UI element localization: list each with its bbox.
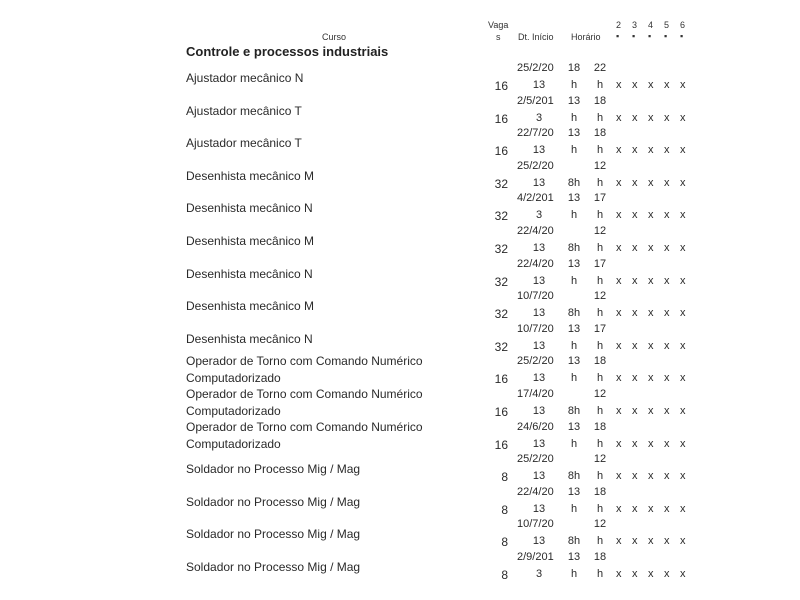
end-hour-unit: h bbox=[596, 372, 604, 384]
end-hour: 18 bbox=[593, 95, 607, 107]
end-hour-unit: h bbox=[596, 438, 604, 450]
vagas-value: 16 bbox=[494, 112, 508, 126]
day-mark: x bbox=[664, 503, 670, 515]
end-hour-unit: h bbox=[596, 275, 604, 287]
start-hour-unit: 8h bbox=[567, 405, 581, 417]
vagas-value: 32 bbox=[494, 307, 508, 321]
day-mark: x bbox=[632, 535, 638, 547]
day-mark: x bbox=[648, 568, 654, 580]
day-mark: x bbox=[680, 307, 686, 319]
day-mark: x bbox=[616, 568, 622, 580]
col-header-day-5: 5 bbox=[664, 20, 670, 30]
day-mark: x bbox=[648, 242, 654, 254]
start-hour: 13 bbox=[567, 127, 581, 139]
end-hour: 12 bbox=[593, 225, 607, 237]
vagas-value: 16 bbox=[494, 372, 508, 386]
start-hour: 13 bbox=[567, 258, 581, 270]
day-mark: x bbox=[648, 470, 654, 482]
course-name: Soldador no Processo Mig / Mag bbox=[186, 462, 361, 476]
day-dot-icon: ▪ bbox=[680, 31, 684, 41]
start-hour-unit: h bbox=[570, 340, 578, 352]
end-hour-unit: h bbox=[596, 568, 604, 580]
start-hour-unit: h bbox=[570, 503, 578, 515]
start-hour-unit: h bbox=[570, 438, 578, 450]
end-hour: 18 bbox=[593, 355, 607, 367]
day-mark: x bbox=[680, 177, 686, 189]
day-mark: x bbox=[648, 438, 654, 450]
day-mark: x bbox=[632, 372, 638, 384]
start-hour-unit: h bbox=[570, 372, 578, 384]
start-hour-unit: h bbox=[570, 79, 578, 91]
end-hour: 22 bbox=[593, 62, 607, 74]
course-name: Operador de Torno com Comando Numérico bbox=[186, 354, 423, 368]
day-mark: x bbox=[632, 307, 638, 319]
start-hour-unit: h bbox=[570, 568, 578, 580]
start-date-line2: 3 bbox=[535, 568, 543, 580]
course-name: Desenhista mecânico N bbox=[186, 201, 313, 215]
start-date-line1: 25/2/20 bbox=[517, 453, 554, 465]
course-name-line2: Computadorizado bbox=[186, 404, 281, 418]
start-hour-unit: 8h bbox=[567, 307, 581, 319]
day-mark: x bbox=[632, 275, 638, 287]
course-name: Soldador no Processo Mig / Mag bbox=[186, 495, 361, 509]
end-hour-unit: h bbox=[596, 470, 604, 482]
day-mark: x bbox=[680, 79, 686, 91]
end-hour: 12 bbox=[593, 160, 607, 172]
start-date-line2: 13 bbox=[532, 438, 546, 450]
end-hour-unit: h bbox=[596, 209, 604, 221]
day-mark: x bbox=[680, 438, 686, 450]
vagas-value: 32 bbox=[494, 275, 508, 289]
start-date-line1: 17/4/20 bbox=[517, 388, 554, 400]
day-mark: x bbox=[680, 503, 686, 515]
day-mark: x bbox=[616, 340, 622, 352]
start-date-line1: 22/4/20 bbox=[517, 225, 554, 237]
day-mark: x bbox=[616, 307, 622, 319]
day-mark: x bbox=[648, 503, 654, 515]
day-dot-icon: ▪ bbox=[616, 31, 620, 41]
course-name-line2: Computadorizado bbox=[186, 371, 281, 385]
vagas-value: 8 bbox=[501, 535, 508, 549]
start-date-line2: 13 bbox=[532, 503, 546, 515]
course-name: Operador de Torno com Comando Numérico bbox=[186, 387, 423, 401]
start-date-line1: 10/7/20 bbox=[517, 518, 554, 530]
start-hour-unit: 8h bbox=[567, 470, 581, 482]
course-name: Ajustador mecânico T bbox=[186, 136, 302, 150]
end-hour: 18 bbox=[593, 421, 607, 433]
day-mark: x bbox=[632, 405, 638, 417]
day-dot-icon: ▪ bbox=[664, 31, 668, 41]
day-mark: x bbox=[680, 405, 686, 417]
start-date-line1: 25/2/20 bbox=[517, 160, 554, 172]
day-mark: x bbox=[664, 242, 670, 254]
start-date-line1: 25/2/20 bbox=[517, 355, 554, 367]
end-hour: 17 bbox=[593, 192, 607, 204]
day-mark: x bbox=[680, 568, 686, 580]
start-date-line2: 3 bbox=[535, 209, 543, 221]
start-date-line2: 13 bbox=[532, 405, 546, 417]
day-mark: x bbox=[664, 275, 670, 287]
end-hour-unit: h bbox=[596, 177, 604, 189]
day-mark: x bbox=[632, 209, 638, 221]
course-name: Desenhista mecânico M bbox=[186, 169, 315, 183]
start-date-line1: 22/7/20 bbox=[517, 127, 554, 139]
start-hour: 13 bbox=[567, 95, 581, 107]
day-mark: x bbox=[648, 112, 654, 124]
start-hour: 13 bbox=[567, 486, 581, 498]
day-mark: x bbox=[616, 275, 622, 287]
vagas-value: 16 bbox=[494, 405, 508, 419]
course-name: Ajustador mecânico T bbox=[186, 104, 302, 118]
end-hour-unit: h bbox=[596, 307, 604, 319]
end-hour-unit: h bbox=[596, 112, 604, 124]
end-hour: 18 bbox=[593, 551, 607, 563]
end-hour-unit: h bbox=[596, 535, 604, 547]
day-mark: x bbox=[680, 112, 686, 124]
col-header-horario: Horário bbox=[571, 32, 601, 42]
col-header-day-2: 2 bbox=[616, 20, 622, 30]
day-mark: x bbox=[680, 535, 686, 547]
col-header-day-4: 4 bbox=[648, 20, 654, 30]
day-dot-icon: ▪ bbox=[632, 31, 636, 41]
end-hour: 12 bbox=[593, 453, 607, 465]
day-mark: x bbox=[664, 535, 670, 547]
start-hour-unit: 8h bbox=[567, 535, 581, 547]
day-mark: x bbox=[664, 209, 670, 221]
start-date-line2: 13 bbox=[532, 275, 546, 287]
start-hour-unit: 8h bbox=[567, 177, 581, 189]
day-mark: x bbox=[664, 307, 670, 319]
start-date-line1: 2/9/201 bbox=[517, 551, 554, 563]
day-mark: x bbox=[616, 438, 622, 450]
day-mark: x bbox=[648, 405, 654, 417]
vagas-value: 8 bbox=[501, 568, 508, 582]
day-mark: x bbox=[648, 209, 654, 221]
end-hour-unit: h bbox=[596, 340, 604, 352]
end-hour-unit: h bbox=[596, 79, 604, 91]
start-date-line1: 10/7/20 bbox=[517, 323, 554, 335]
start-hour: 13 bbox=[567, 421, 581, 433]
end-hour-unit: h bbox=[596, 242, 604, 254]
day-mark: x bbox=[680, 144, 686, 156]
start-hour-unit: h bbox=[570, 112, 578, 124]
day-mark: x bbox=[648, 177, 654, 189]
day-mark: x bbox=[664, 112, 670, 124]
day-mark: x bbox=[648, 535, 654, 547]
day-mark: x bbox=[648, 372, 654, 384]
course-name: Soldador no Processo Mig / Mag bbox=[186, 560, 361, 574]
day-mark: x bbox=[648, 340, 654, 352]
start-date-line1: 22/4/20 bbox=[517, 258, 554, 270]
start-date-line2: 13 bbox=[532, 144, 546, 156]
day-mark: x bbox=[632, 568, 638, 580]
day-mark: x bbox=[664, 144, 670, 156]
course-name: Desenhista mecânico M bbox=[186, 234, 315, 248]
day-mark: x bbox=[632, 438, 638, 450]
col-header-day-3: 3 bbox=[632, 20, 638, 30]
day-mark: x bbox=[632, 79, 638, 91]
vagas-value: 16 bbox=[494, 438, 508, 452]
start-date-line2: 3 bbox=[535, 112, 543, 124]
start-date-line1: 10/7/20 bbox=[517, 290, 554, 302]
vagas-value: 8 bbox=[501, 503, 508, 517]
vagas-value: 16 bbox=[494, 79, 508, 93]
start-date-line2: 13 bbox=[532, 340, 546, 352]
course-name: Ajustador mecânico N bbox=[186, 71, 304, 85]
end-hour: 18 bbox=[593, 486, 607, 498]
col-header-day-6: 6 bbox=[680, 20, 686, 30]
start-date-line1: 4/2/201 bbox=[517, 192, 554, 204]
end-hour-unit: h bbox=[596, 405, 604, 417]
end-hour: 18 bbox=[593, 127, 607, 139]
vagas-value: 8 bbox=[501, 470, 508, 484]
vagas-value: 32 bbox=[494, 209, 508, 223]
start-hour: 13 bbox=[567, 323, 581, 335]
day-mark: x bbox=[664, 177, 670, 189]
day-mark: x bbox=[680, 242, 686, 254]
day-mark: x bbox=[680, 470, 686, 482]
course-name: Soldador no Processo Mig / Mag bbox=[186, 527, 361, 541]
day-mark: x bbox=[616, 112, 622, 124]
end-hour: 17 bbox=[593, 258, 607, 270]
course-name: Desenhista mecânico M bbox=[186, 299, 315, 313]
vagas-value: 16 bbox=[494, 144, 508, 158]
day-dot-icon: ▪ bbox=[648, 31, 652, 41]
course-name: Desenhista mecânico N bbox=[186, 332, 313, 346]
start-date-line1: 2/5/201 bbox=[517, 95, 554, 107]
day-mark: x bbox=[616, 242, 622, 254]
day-mark: x bbox=[648, 144, 654, 156]
day-mark: x bbox=[664, 405, 670, 417]
vagas-value: 32 bbox=[494, 340, 508, 354]
day-mark: x bbox=[616, 144, 622, 156]
vagas-value: 32 bbox=[494, 177, 508, 191]
day-mark: x bbox=[680, 209, 686, 221]
col-header-curso: Curso bbox=[322, 32, 347, 42]
col-header-vagas-line1: Vaga bbox=[488, 20, 509, 30]
start-date-line1: 25/2/20 bbox=[517, 62, 554, 74]
day-mark: x bbox=[616, 372, 622, 384]
start-hour: 18 bbox=[567, 62, 581, 74]
day-mark: x bbox=[680, 340, 686, 352]
start-date-line2: 13 bbox=[532, 535, 546, 547]
day-mark: x bbox=[632, 242, 638, 254]
day-mark: x bbox=[680, 275, 686, 287]
start-hour: 13 bbox=[567, 192, 581, 204]
end-hour: 12 bbox=[593, 518, 607, 530]
start-hour: 13 bbox=[567, 551, 581, 563]
day-mark: x bbox=[648, 79, 654, 91]
start-hour: 13 bbox=[567, 355, 581, 367]
col-header-dt-inicio: Dt. Início bbox=[518, 32, 554, 42]
col-header-vagas-line2: s bbox=[496, 32, 501, 42]
day-mark: x bbox=[616, 470, 622, 482]
start-date-line2: 13 bbox=[532, 79, 546, 91]
start-hour-unit: h bbox=[570, 275, 578, 287]
start-date-line2: 13 bbox=[532, 470, 546, 482]
vagas-value: 32 bbox=[494, 242, 508, 256]
start-date-line2: 13 bbox=[532, 372, 546, 384]
day-mark: x bbox=[616, 535, 622, 547]
start-hour-unit: 8h bbox=[567, 242, 581, 254]
day-mark: x bbox=[632, 503, 638, 515]
course-name: Desenhista mecânico N bbox=[186, 267, 313, 281]
course-name-line2: Computadorizado bbox=[186, 437, 281, 451]
day-mark: x bbox=[616, 177, 622, 189]
day-mark: x bbox=[664, 438, 670, 450]
day-mark: x bbox=[632, 112, 638, 124]
day-mark: x bbox=[664, 568, 670, 580]
end-hour-unit: h bbox=[596, 503, 604, 515]
day-mark: x bbox=[648, 307, 654, 319]
start-date-line2: 13 bbox=[532, 177, 546, 189]
day-mark: x bbox=[648, 275, 654, 287]
section-title: Controle e processos industriais bbox=[186, 44, 389, 59]
day-mark: x bbox=[664, 79, 670, 91]
start-date-line1: 22/4/20 bbox=[517, 486, 554, 498]
day-mark: x bbox=[664, 340, 670, 352]
day-mark: x bbox=[616, 79, 622, 91]
day-mark: x bbox=[632, 340, 638, 352]
day-mark: x bbox=[664, 470, 670, 482]
start-hour-unit: h bbox=[570, 209, 578, 221]
day-mark: x bbox=[680, 372, 686, 384]
day-mark: x bbox=[616, 503, 622, 515]
day-mark: x bbox=[616, 405, 622, 417]
day-mark: x bbox=[632, 144, 638, 156]
start-date-line2: 13 bbox=[532, 307, 546, 319]
day-mark: x bbox=[632, 177, 638, 189]
start-date-line2: 13 bbox=[532, 242, 546, 254]
start-hour-unit: h bbox=[570, 144, 578, 156]
course-name: Operador de Torno com Comando Numérico bbox=[186, 420, 423, 434]
start-date-line1: 24/6/20 bbox=[517, 421, 554, 433]
end-hour: 12 bbox=[593, 388, 607, 400]
end-hour-unit: h bbox=[596, 144, 604, 156]
day-mark: x bbox=[632, 470, 638, 482]
end-hour: 17 bbox=[593, 323, 607, 335]
day-mark: x bbox=[616, 209, 622, 221]
end-hour: 12 bbox=[593, 290, 607, 302]
day-mark: x bbox=[664, 372, 670, 384]
